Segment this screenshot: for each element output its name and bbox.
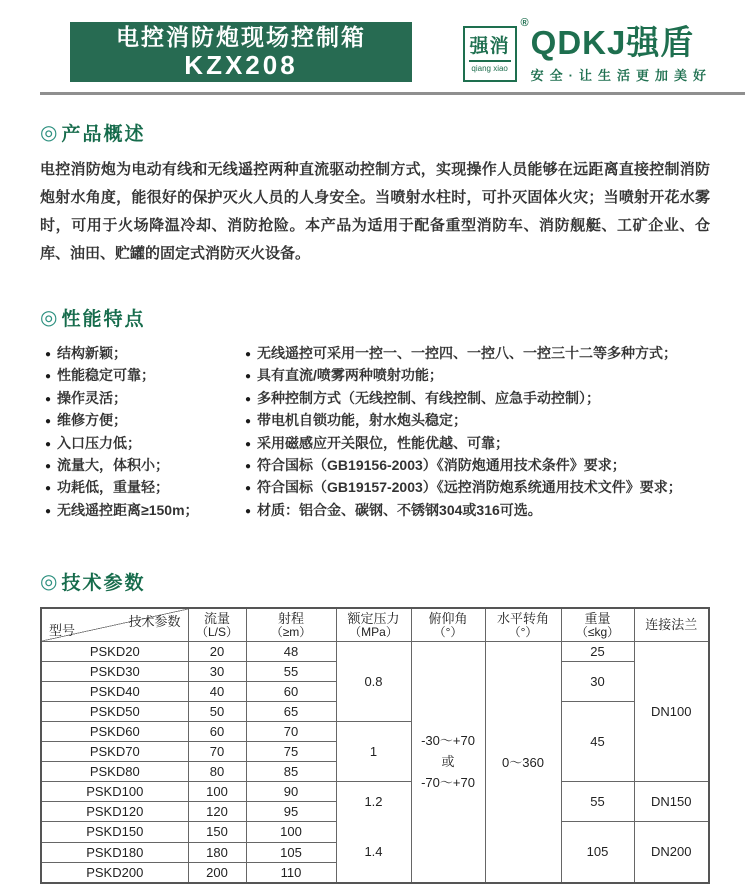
col-header-text: 射程 (277, 610, 304, 626)
cell-range: 100 (246, 821, 336, 843)
feature-item (245, 455, 710, 477)
cell-pressure-group: 0.8 (336, 641, 411, 721)
cell-model: PSKD100 (41, 781, 188, 801)
cell-flange-group: DN100 (634, 641, 709, 781)
col-header-pitch (411, 608, 485, 641)
col-header-unit: （L/S） (195, 624, 238, 639)
cell-range: 75 (246, 741, 336, 761)
feature-text: 符合国标（GB19157-2003）《远控消防炮系统通用技术文件》要求； (257, 479, 682, 496)
cell-flange-group: DN150 (634, 781, 709, 821)
registered-trademark-icon: ® (520, 17, 529, 29)
section-overview-title: 产品概述 (61, 124, 146, 145)
col-header-pressure (336, 608, 411, 641)
col-header-text: 连接法兰 (645, 617, 698, 633)
cell-range: 105 (246, 843, 336, 863)
cell-range: 95 (246, 801, 336, 821)
brand-seal-pinyin: qiang xiao (471, 63, 508, 73)
bullet-icon: ● (45, 371, 52, 383)
cell-flow: 150 (188, 821, 246, 843)
brand-seal-wrap (463, 17, 529, 82)
spec-row (41, 641, 709, 661)
section-overview-header (40, 119, 750, 146)
feature-text: 采用磁感应开关限位，性能优越、可靠； (257, 434, 510, 451)
cell-rotation-group: 0～360 (485, 641, 561, 883)
col-header-text: 流量 (203, 610, 230, 626)
feature-text: 入口压力低； (57, 434, 142, 451)
pitch-range-1: -30～+70 (421, 732, 475, 748)
cell-range: 60 (246, 681, 336, 701)
feature-item (45, 433, 245, 455)
datasheet-page (0, 17, 750, 880)
bullet-icon: ● (45, 460, 52, 472)
cell-flow: 40 (188, 681, 246, 701)
bullet-icon: ● (245, 393, 252, 405)
col-header-unit: （°） (508, 624, 538, 639)
bullseye-icon: ◎ (40, 121, 58, 144)
cell-range: 65 (246, 701, 336, 721)
bullseye-icon: ◎ (40, 306, 58, 329)
col-header-text: 重量 (584, 610, 611, 626)
corner-model-label: 型号 (49, 622, 76, 638)
section-features-header (40, 304, 750, 331)
cell-range: 110 (246, 863, 336, 883)
bullet-icon: ● (45, 393, 52, 405)
feature-text: 符合国标（GB19156-2003）《消防炮通用技术条件》要求； (257, 456, 626, 473)
bullet-icon: ● (45, 349, 52, 360)
cell-flow: 100 (188, 781, 246, 801)
feature-item (45, 343, 245, 365)
spec-table-header-row (41, 608, 709, 641)
col-header-rotation (485, 608, 561, 641)
col-header-unit: （°） (433, 624, 463, 639)
cell-flow: 50 (188, 701, 246, 721)
page-header (70, 17, 712, 84)
product-title-banner (70, 22, 412, 82)
feature-text: 带电机自锁功能，射水炮头稳定； (257, 412, 468, 429)
cell-range: 90 (246, 781, 336, 801)
header-separator-line (40, 92, 745, 95)
bullet-icon: ● (245, 460, 252, 472)
spec-row (41, 781, 709, 801)
cell-flow: 20 (188, 641, 246, 661)
pressure-value: 1.2 (364, 794, 383, 810)
bullseye-icon: ◎ (40, 570, 58, 593)
feature-item (245, 343, 710, 365)
cell-pressure-group: 1 (336, 721, 411, 781)
feature-text: 具有直流/喷雾两种喷射功能； (257, 367, 443, 384)
feature-text: 性能稳定可靠； (57, 367, 156, 384)
feature-item (245, 365, 710, 387)
bullet-icon: ● (245, 416, 252, 428)
brand-seal-name: 强消 (469, 35, 510, 57)
cell-model: PSKD70 (41, 741, 188, 761)
cell-flow: 80 (188, 761, 246, 781)
cell-flow: 60 (188, 721, 246, 741)
product-model: KZX208 (184, 50, 298, 80)
brand-seal-divider (469, 60, 511, 62)
cell-pitch-group (411, 641, 485, 883)
cell-model: PSKD30 (41, 661, 188, 681)
pitch-range-2: -70～+70 (421, 774, 475, 790)
pitch-or-label: 或 (441, 753, 455, 769)
bullet-icon: ● (245, 505, 252, 517)
product-title: 电控消防炮现场控制箱 (116, 24, 366, 50)
bullet-icon: ● (245, 483, 252, 495)
spec-table (40, 607, 710, 884)
bullet-icon: ● (245, 438, 252, 450)
section-specs-header (40, 568, 750, 595)
feature-item (45, 410, 245, 432)
cell-model: PSKD20 (41, 641, 188, 661)
features-left-list (45, 343, 245, 522)
cell-model: PSKD80 (41, 761, 188, 781)
bullet-icon: ● (245, 371, 252, 383)
col-header-unit: （MPa） (349, 624, 398, 639)
col-header-flange (634, 608, 709, 641)
col-header-text: 额定压力 (347, 610, 400, 626)
bullet-icon: ● (45, 438, 52, 450)
brand-seal-logo (463, 26, 517, 82)
section-features-title: 性能特点 (61, 309, 146, 330)
cell-model: PSKD180 (41, 843, 188, 863)
feature-text: 操作灵活； (57, 389, 128, 406)
feature-item (245, 433, 710, 455)
cell-model: PSKD200 (41, 863, 188, 883)
col-header-text: 水平转角 (496, 610, 549, 626)
corner-diagonal-cell (41, 608, 188, 641)
cell-range: 55 (246, 661, 336, 681)
cell-range: 70 (246, 721, 336, 741)
pressure-value: 1.4 (364, 844, 383, 860)
feature-text: 功耗低，重量轻； (57, 479, 170, 496)
cell-range: 48 (246, 641, 336, 661)
cell-model: PSKD60 (41, 721, 188, 741)
cell-weight-group: 25 (561, 641, 634, 661)
cell-weight-group: 105 (561, 821, 634, 883)
cell-flange-group: DN200 (634, 821, 709, 883)
cell-range: 85 (246, 761, 336, 781)
feature-text: 无线遥控距离≥150m； (57, 501, 199, 518)
col-header-unit: （≤kg） (575, 624, 620, 639)
corner-param-label: 技术参数 (128, 614, 181, 630)
bullet-icon: ● (45, 483, 52, 495)
feature-item (45, 500, 245, 522)
col-header-range (246, 608, 336, 641)
brand-right (530, 23, 712, 84)
feature-item (245, 500, 710, 522)
cell-weight-group: 30 (561, 661, 634, 701)
cell-flow: 70 (188, 741, 246, 761)
cell-flow: 120 (188, 801, 246, 821)
feature-text: 结构新颖； (57, 345, 128, 361)
feature-text: 多种控制方式（无线控制、有线控制、应急手动控制）； (257, 389, 601, 406)
bullet-icon: ● (45, 505, 52, 517)
feature-text: 材质：铝合金、碳钢、不锈钢304或316可选。 (257, 501, 542, 518)
feature-item (245, 477, 710, 499)
cell-weight-group: 45 (561, 701, 634, 781)
feature-item (45, 365, 245, 387)
bullet-icon: ● (245, 349, 252, 360)
cell-flow: 200 (188, 863, 246, 883)
cell-model: PSKD50 (41, 701, 188, 721)
col-header-text: 俯仰角 (428, 610, 468, 626)
feature-text: 流量大，体积小； (57, 456, 170, 473)
brand-slogan: 安全·让生活更加美好 (530, 68, 712, 83)
cell-flow: 180 (188, 843, 246, 863)
features-columns (45, 343, 710, 522)
col-header-unit: （≥m） (270, 624, 312, 639)
feature-item (245, 388, 710, 410)
col-header-flow (188, 608, 246, 641)
cell-model: PSKD150 (41, 821, 188, 843)
feature-item (245, 410, 710, 432)
feature-text: 维修方便； (57, 412, 128, 429)
cell-pressure-group (336, 781, 411, 883)
bullet-icon: ● (45, 416, 52, 428)
feature-text: 无线遥控可采用一控一、一控四、一控八、一控三十二等多种方式； (257, 345, 678, 361)
features-right-list (245, 343, 710, 522)
section-specs-title: 技术参数 (61, 573, 146, 595)
brand-logotype: QDKJ强盾 (530, 23, 695, 62)
cell-flow: 30 (188, 661, 246, 681)
feature-item (45, 477, 245, 499)
cell-model: PSKD120 (41, 801, 188, 821)
overview-paragraph: 电控消防炮为电动有线和无线遥控两种直流驱动控制方式，实现操作人员能够在远距离直接控制消防炮射水角度，能很好的保护灭火人员的人身安全。当喷射水柱时，可扑灭固体火灾；当喷射开花水雾时，可用于火场降温冷却、消防抢险。本产品为适用于配备重型消防车、消防舰艇、工矿企业、仓库、油田、贮罐的固定式消防灭火设备。 (40, 161, 710, 262)
brand-block (463, 17, 712, 84)
cell-model: PSKD40 (41, 681, 188, 701)
feature-item (45, 388, 245, 410)
feature-item (45, 455, 245, 477)
cell-weight-group: 55 (561, 781, 634, 821)
col-header-weight (561, 608, 634, 641)
